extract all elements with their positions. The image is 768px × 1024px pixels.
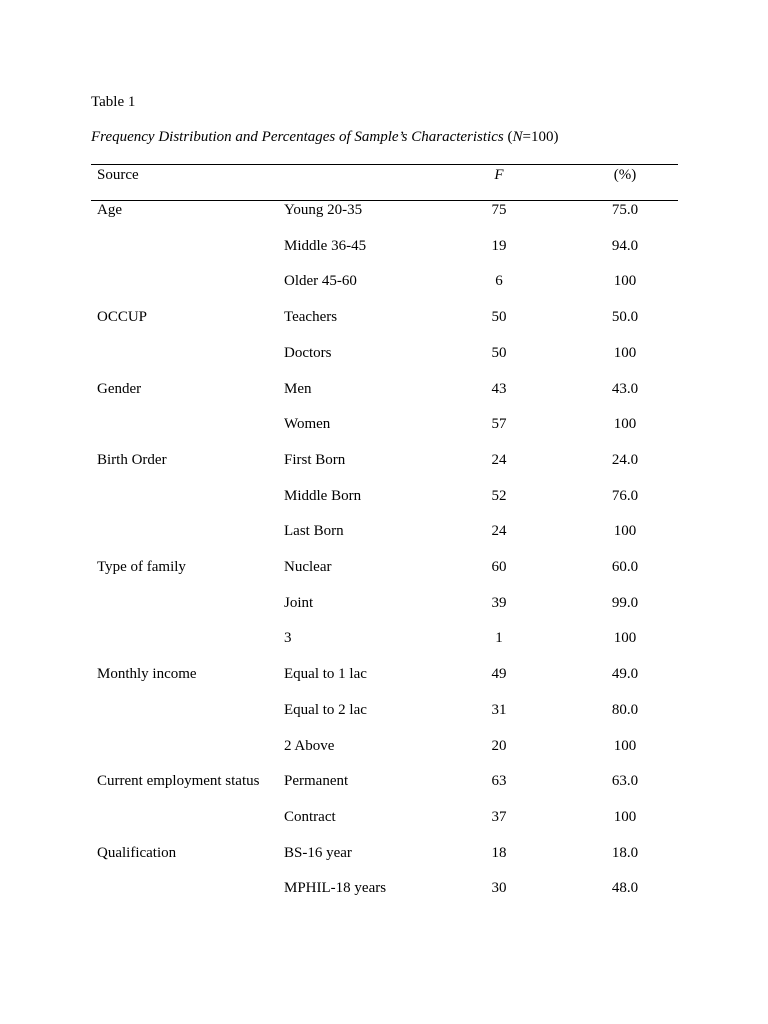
- row-percent: 100: [613, 630, 637, 647]
- row-category: Equal to 1 lac: [284, 666, 367, 683]
- table-title-open: (: [503, 129, 513, 145]
- row-category: Teachers: [284, 309, 338, 326]
- row-frequency: 30: [491, 880, 507, 897]
- row-percent: 100: [613, 416, 637, 433]
- header-percent: (%): [613, 167, 637, 183]
- row-percent: 100: [613, 523, 637, 540]
- row-frequency: 31: [491, 701, 507, 718]
- table-row: [91, 664, 678, 684]
- table-title: [91, 128, 558, 146]
- table-row: [91, 628, 678, 648]
- header-source: Source: [97, 167, 139, 183]
- row-source: Gender: [97, 380, 142, 397]
- table-row: [91, 200, 678, 220]
- row-frequency: 1: [495, 630, 503, 647]
- table-row: [91, 414, 678, 434]
- table-row: [91, 271, 678, 291]
- row-category: Doctors: [284, 344, 332, 361]
- table-row: [91, 343, 678, 363]
- row-percent: 94.0: [611, 237, 639, 254]
- row-percent: 75.0: [611, 202, 639, 218]
- row-frequency: 52: [491, 487, 507, 504]
- table-row: [91, 878, 678, 898]
- table-row: [91, 557, 678, 577]
- table-row: [91, 807, 678, 827]
- table-row: [91, 843, 678, 863]
- row-percent: 43.0: [611, 380, 639, 397]
- table-label: Table 1: [91, 94, 136, 110]
- row-source: Monthly income: [97, 666, 197, 683]
- row-frequency: 39: [491, 594, 507, 611]
- row-category: Joint: [284, 594, 314, 611]
- header-frequency: F: [494, 167, 504, 183]
- row-source: OCCUP: [97, 309, 148, 326]
- row-frequency: 60: [491, 559, 507, 575]
- row-percent: 24.0: [611, 451, 639, 468]
- row-category: BS-16 year: [284, 844, 352, 861]
- row-category: First Born: [284, 451, 346, 468]
- row-percent: 80.0: [611, 701, 639, 718]
- table-row: [91, 771, 678, 791]
- row-source: Qualification: [97, 844, 177, 861]
- table-header-row: [91, 165, 678, 185]
- row-percent: 50.0: [611, 309, 639, 326]
- row-percent: 49.0: [611, 666, 639, 683]
- row-source: Type of family: [97, 559, 186, 575]
- row-category: Young 20-35: [284, 202, 363, 218]
- row-category: Men: [284, 380, 312, 397]
- row-category: MPHIL-18 years: [284, 880, 387, 897]
- row-frequency: 50: [491, 309, 507, 326]
- row-frequency: 19: [491, 237, 507, 254]
- table-title-text: Frequency Distribution and Percentages of Sample’s Characteristics: [91, 129, 504, 145]
- table-title-rest: =100): [522, 129, 559, 145]
- table-row: [91, 593, 678, 613]
- row-percent: 63.0: [611, 773, 639, 790]
- row-frequency: 24: [491, 451, 507, 468]
- row-percent: 100: [613, 344, 637, 361]
- row-percent: 99.0: [611, 594, 639, 611]
- row-percent: 60.0: [611, 559, 639, 575]
- table-row: [91, 700, 678, 720]
- table-row: [91, 379, 678, 399]
- row-frequency: 20: [491, 737, 507, 754]
- table-row: [91, 736, 678, 756]
- table-row: [91, 450, 678, 470]
- row-source: Age: [97, 202, 122, 218]
- table-row: [91, 486, 678, 506]
- row-category: 2 Above: [284, 737, 335, 754]
- row-category: Equal to 2 lac: [284, 701, 367, 718]
- table-title-n: N: [512, 129, 523, 145]
- row-category: Nuclear: [284, 559, 332, 575]
- row-percent: 100: [613, 737, 637, 754]
- row-frequency: 18: [491, 844, 507, 861]
- row-category: Contract: [284, 808, 336, 825]
- row-frequency: 75: [491, 202, 507, 218]
- row-frequency: 24: [491, 523, 507, 540]
- row-percent: 18.0: [611, 844, 639, 861]
- table-row: [91, 307, 678, 327]
- row-frequency: 43: [491, 380, 507, 397]
- row-percent: 76.0: [611, 487, 639, 504]
- row-category: 3: [284, 630, 292, 647]
- row-source: Birth Order: [97, 451, 167, 468]
- row-frequency: 6: [495, 273, 503, 290]
- row-frequency: 49: [491, 666, 507, 683]
- row-percent: 48.0: [611, 880, 639, 897]
- row-frequency: 63: [491, 773, 507, 790]
- row-frequency: 57: [491, 416, 507, 433]
- row-percent: 100: [613, 808, 637, 825]
- row-percent: 100: [613, 273, 637, 290]
- table-row: [91, 236, 678, 256]
- row-frequency: 50: [491, 344, 507, 361]
- row-category: Women: [284, 416, 331, 433]
- row-category: Middle 36-45: [284, 237, 367, 254]
- row-frequency: 37: [491, 808, 507, 825]
- row-category: Permanent: [284, 773, 349, 790]
- row-category: Middle Born: [284, 487, 362, 504]
- table-row: [91, 521, 678, 541]
- row-category: Last Born: [284, 523, 344, 540]
- row-category: Older 45-60: [284, 273, 357, 290]
- row-source: Current employment status: [97, 773, 260, 790]
